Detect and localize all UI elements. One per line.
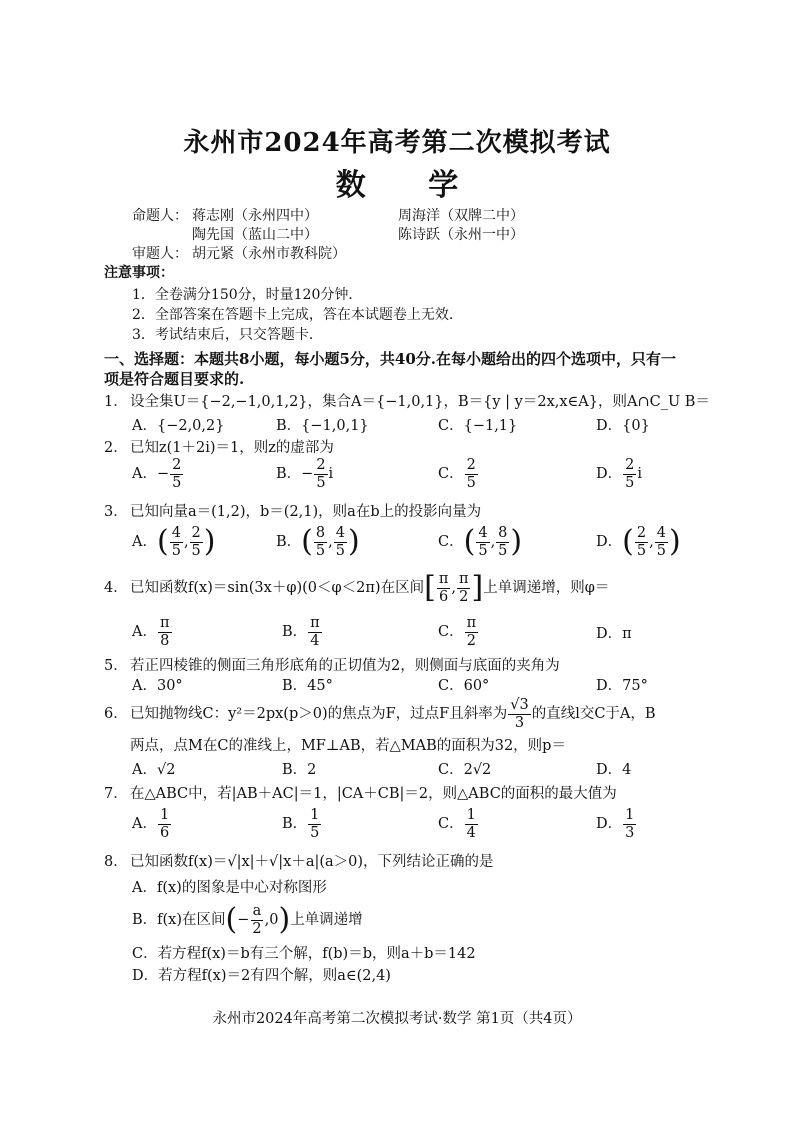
denominator: 5 xyxy=(310,824,320,841)
question-6-line2: 两点，点M在C的准线上，MF⊥AB，若△MAB的面积为32，则p＝ xyxy=(130,738,566,754)
q1-option-b: B．{−1,0,1} xyxy=(276,418,369,434)
denominator: 2 xyxy=(252,920,262,937)
question-text-end: 上单调递增，则φ＝ xyxy=(483,580,610,596)
numerator: 8 xyxy=(498,525,508,541)
left-paren: ( xyxy=(463,524,476,559)
fraction xyxy=(437,572,451,604)
numerator: 2 xyxy=(466,457,476,473)
q2-option-d xyxy=(596,458,642,490)
option-label: B． xyxy=(282,624,308,640)
notice-item-3: 3．考试结束后，只交答题卡． xyxy=(132,327,323,343)
denominator: 5 xyxy=(625,474,635,491)
denominator: 5 xyxy=(191,542,201,559)
numerator: 4 xyxy=(478,525,488,541)
fraction xyxy=(308,616,322,648)
q2-option-c xyxy=(438,458,479,490)
notice-item-2: 2．全部答案在答题卡上完成，答在本试题卷上无效． xyxy=(132,307,463,323)
imaginary-unit: i xyxy=(328,466,334,482)
q3-option-c: C．( $\frac{4}{5}$ , $\frac{8}{5}$ ) xyxy=(438,524,523,559)
q5-option-a: A．30° xyxy=(132,678,183,694)
denominator: 4 xyxy=(310,632,320,649)
q8-option-a: A．f(x)的图象是中心对称图形 xyxy=(132,880,327,896)
q5-option-c: C．60° xyxy=(438,678,490,694)
q7-option-b xyxy=(282,808,322,840)
fraction xyxy=(334,526,347,558)
denominator: 5 xyxy=(172,474,182,491)
fraction xyxy=(190,526,203,558)
option-label: A． xyxy=(132,466,157,482)
denominator: 6 xyxy=(438,588,449,605)
proposer-2: 周海洋（双牌二中） xyxy=(398,208,524,224)
left-paren: ( xyxy=(156,524,169,559)
left-paren: ( xyxy=(622,524,634,559)
denominator: 8 xyxy=(160,632,170,649)
question-text: 若正四棱锥的侧面三角形底角的正切值为2，则侧面与底面的夹角为 xyxy=(130,658,560,674)
q8-option-c: C．若方程f(x)＝b有三个解，f(b)＝b，则a＋b＝142 xyxy=(132,946,476,962)
numerator: 2 xyxy=(172,457,182,473)
option-label: A． xyxy=(132,624,157,640)
denominator: 5 xyxy=(636,542,647,559)
denominator: 5 xyxy=(478,542,488,559)
section-heading-line1: 一、选择题：本题共8小题，每小题5分，共40分.在每小题给出的四个选项中，只有一 xyxy=(104,350,676,368)
numerator: 1 xyxy=(310,807,320,823)
q7-option-a xyxy=(132,808,172,840)
option-text-end: 上单调递增 xyxy=(290,912,363,928)
left-paren: ( xyxy=(301,524,313,559)
denominator: 4 xyxy=(466,824,476,841)
q7-option-d xyxy=(596,808,637,840)
fraction xyxy=(465,808,478,840)
q8-option-d: D．若方程f(x)＝2有四个解，则a∈(2,4) xyxy=(132,968,391,984)
right-paren: ) xyxy=(203,524,216,559)
q4-option-b xyxy=(282,616,323,648)
question-2 xyxy=(104,436,334,457)
numerator: 1 xyxy=(466,807,476,823)
reviewer: 胡元紧（永州市教科院） xyxy=(192,246,346,262)
numerator: π xyxy=(458,571,469,587)
question-text: 已知z(1＋2i)＝1，则z的虚部为 xyxy=(130,440,334,456)
numerator: 2 xyxy=(316,457,326,473)
fraction xyxy=(314,458,327,490)
numerator: a xyxy=(252,903,262,919)
option-label: A． xyxy=(132,534,157,550)
q5-option-d: D．75° xyxy=(596,678,648,694)
question-3 xyxy=(104,500,481,521)
question-text: 在△ABC中，若|AB＋AC|＝1，|CA＋CB|＝2，则△ABC的面积的最大值为 xyxy=(130,786,617,802)
question-text: 已知抛物线C：y²＝2px(p＞0)的焦点为F，过点F且斜率为 xyxy=(130,706,508,722)
option-label: C． xyxy=(438,466,464,482)
proposer-1: 蒋志刚（永州四中） xyxy=(192,208,318,224)
numerator: 2 xyxy=(625,457,635,473)
fraction xyxy=(250,904,263,936)
right-paren: ) xyxy=(668,524,681,559)
denominator: 5 xyxy=(335,542,345,559)
numerator: √3 xyxy=(510,697,529,713)
numerator: π xyxy=(438,571,449,587)
fraction xyxy=(635,526,648,558)
question-text: 已知向量a＝(1,2)，b＝(2,1)，则a在b上的投影向量为 xyxy=(130,504,482,520)
question-number: 8． xyxy=(104,854,128,870)
denominator: 5 xyxy=(656,542,666,559)
denominator: 5 xyxy=(171,542,181,559)
question-4: 4． 已知函数f(x)＝sin(3x＋φ)(0＜φ＜2π)在区间[ $\frac{\pi}{6}$ , $\frac{\pi}{2}$ ]上单调递增，则φ＝ xyxy=(104,570,610,605)
option-label: D． xyxy=(596,816,623,832)
proposer-3: 陶先国（蓝山二中） xyxy=(192,227,318,243)
fraction xyxy=(655,526,668,558)
fraction xyxy=(457,572,471,604)
question-number: 4． xyxy=(104,580,128,596)
question-8 xyxy=(104,850,494,871)
proposer-4: 陈诗跃（永州一中） xyxy=(398,227,524,243)
q2-option-b xyxy=(276,458,333,490)
fraction xyxy=(314,526,327,558)
numerator: 2 xyxy=(191,525,201,541)
denominator: 2 xyxy=(459,588,469,605)
numerator: π xyxy=(466,615,477,631)
denominator: 5 xyxy=(466,474,476,491)
interval-end: ,0 xyxy=(264,912,279,928)
q3-option-a: A．( $\frac{4}{5}$ , $\frac{2}{5}$ ) xyxy=(132,524,216,559)
q3-option-d: D．( $\frac{2}{5}$ , $\frac{4}{5}$ ) xyxy=(596,524,681,559)
q1-option-a: A．{−2,0,2} xyxy=(132,418,225,434)
denominator: 2 xyxy=(466,632,476,649)
fraction xyxy=(465,616,479,648)
option-label: C． xyxy=(438,624,464,640)
denominator: 5 xyxy=(315,542,326,559)
question-number: 5． xyxy=(104,658,128,674)
q6-option-d: D．4 xyxy=(596,762,632,778)
fraction xyxy=(465,458,478,490)
option-label: A． xyxy=(132,816,157,832)
q6-option-b: B．2 xyxy=(282,762,317,778)
left-bracket: [ xyxy=(424,570,436,605)
q5-option-b: B．45° xyxy=(282,678,333,694)
denominator: 3 xyxy=(514,714,525,731)
notice-title: 注意事项： xyxy=(104,265,174,281)
denominator: 6 xyxy=(159,824,170,841)
numerator: 4 xyxy=(171,525,181,541)
question-number: 2． xyxy=(104,440,128,456)
fraction xyxy=(623,458,636,490)
q6-option-a: A．√2 xyxy=(132,762,176,778)
question-text: 已知函数f(x)＝√|x|＋√|x＋a|(a＞0)，下列结论正确的是 xyxy=(130,854,494,870)
q1-option-c: C．{−1,1} xyxy=(438,418,518,434)
page-footer: 永州市2024年高考第二次模拟考试·数学 第1页（共4页） xyxy=(212,1011,582,1027)
question-text: 已知函数f(x)＝sin(3x＋φ)(0＜φ＜2π)在区间 xyxy=(130,580,425,596)
fraction xyxy=(623,808,636,840)
fraction xyxy=(496,526,509,558)
denominator: 3 xyxy=(625,824,635,841)
q8-option-b: B．f(x)在区间(− $\frac{a}{2}$ ,0)上单调递增 xyxy=(132,902,363,937)
left-paren: ( xyxy=(225,902,238,937)
option-label: D． xyxy=(596,466,623,482)
exam-title: 永州市2024年高考第二次模拟考试 xyxy=(183,128,611,158)
right-paren: ) xyxy=(347,524,360,559)
numerator: π xyxy=(159,615,170,631)
fraction xyxy=(170,526,183,558)
numerator: 1 xyxy=(625,807,635,823)
q1-option-d: D．{0} xyxy=(596,418,650,434)
right-paren: ) xyxy=(278,902,291,937)
numerator: π xyxy=(310,615,320,631)
numerator: 2 xyxy=(636,525,647,541)
q7-option-c xyxy=(438,808,479,840)
numerator: 1 xyxy=(159,807,170,823)
option-label: C． xyxy=(438,816,464,832)
question-1 xyxy=(104,390,710,411)
option-text: B．f(x)在区间 xyxy=(132,912,226,928)
section-heading-line2: 项是符合题目要求的. xyxy=(104,370,245,388)
q4-option-c xyxy=(438,616,479,648)
notice-item-1: 1．全卷满分150分，时量120分钟． xyxy=(132,287,363,303)
question-number: 7． xyxy=(104,786,128,802)
fraction xyxy=(170,458,183,490)
question-number: 6． xyxy=(104,706,128,722)
question-text-end: 的直线l交C于A，B xyxy=(531,706,656,722)
q3-option-b: B．( $\frac{8}{5}$ , $\frac{4}{5}$ ) xyxy=(276,524,360,559)
q2-option-a xyxy=(132,458,184,490)
reviewer-label: 审题人： xyxy=(132,246,188,262)
right-paren: ) xyxy=(510,524,523,559)
numerator: 4 xyxy=(335,525,345,541)
fraction xyxy=(308,808,321,840)
option-label: B． xyxy=(276,466,302,482)
q4-option-d: D．π xyxy=(596,626,632,642)
denominator: 5 xyxy=(498,542,508,559)
imaginary-unit: i xyxy=(637,466,643,482)
question-6 xyxy=(104,698,656,730)
fraction xyxy=(508,698,530,730)
q4-option-a xyxy=(132,616,173,648)
numerator: 8 xyxy=(315,525,326,541)
fraction xyxy=(158,808,171,840)
subject-title: 数 学 xyxy=(335,168,485,203)
fraction xyxy=(158,616,172,648)
option-label: B． xyxy=(282,816,308,832)
question-7 xyxy=(104,782,617,803)
minus-sign: − xyxy=(301,466,314,482)
proposer-label: 命题人： xyxy=(132,208,188,224)
numerator: 4 xyxy=(656,525,666,541)
question-text: 设全集U＝{−2,−1,0,1,2}，集合A＝{−1,0,1}，B＝{y | y＝2x,x∈A}，则A∩C_U B＝ xyxy=(130,394,710,410)
question-5 xyxy=(104,654,560,675)
denominator: 5 xyxy=(316,474,326,491)
fraction xyxy=(476,526,489,558)
q6-option-c: C．2√2 xyxy=(438,762,492,778)
option-label: B． xyxy=(276,534,302,550)
option-label: D． xyxy=(596,534,623,550)
minus-sign: − xyxy=(156,466,170,482)
right-bracket: ] xyxy=(471,570,484,605)
option-label: C． xyxy=(438,534,464,550)
question-number: 3． xyxy=(104,504,128,520)
question-number: 1． xyxy=(104,394,128,410)
